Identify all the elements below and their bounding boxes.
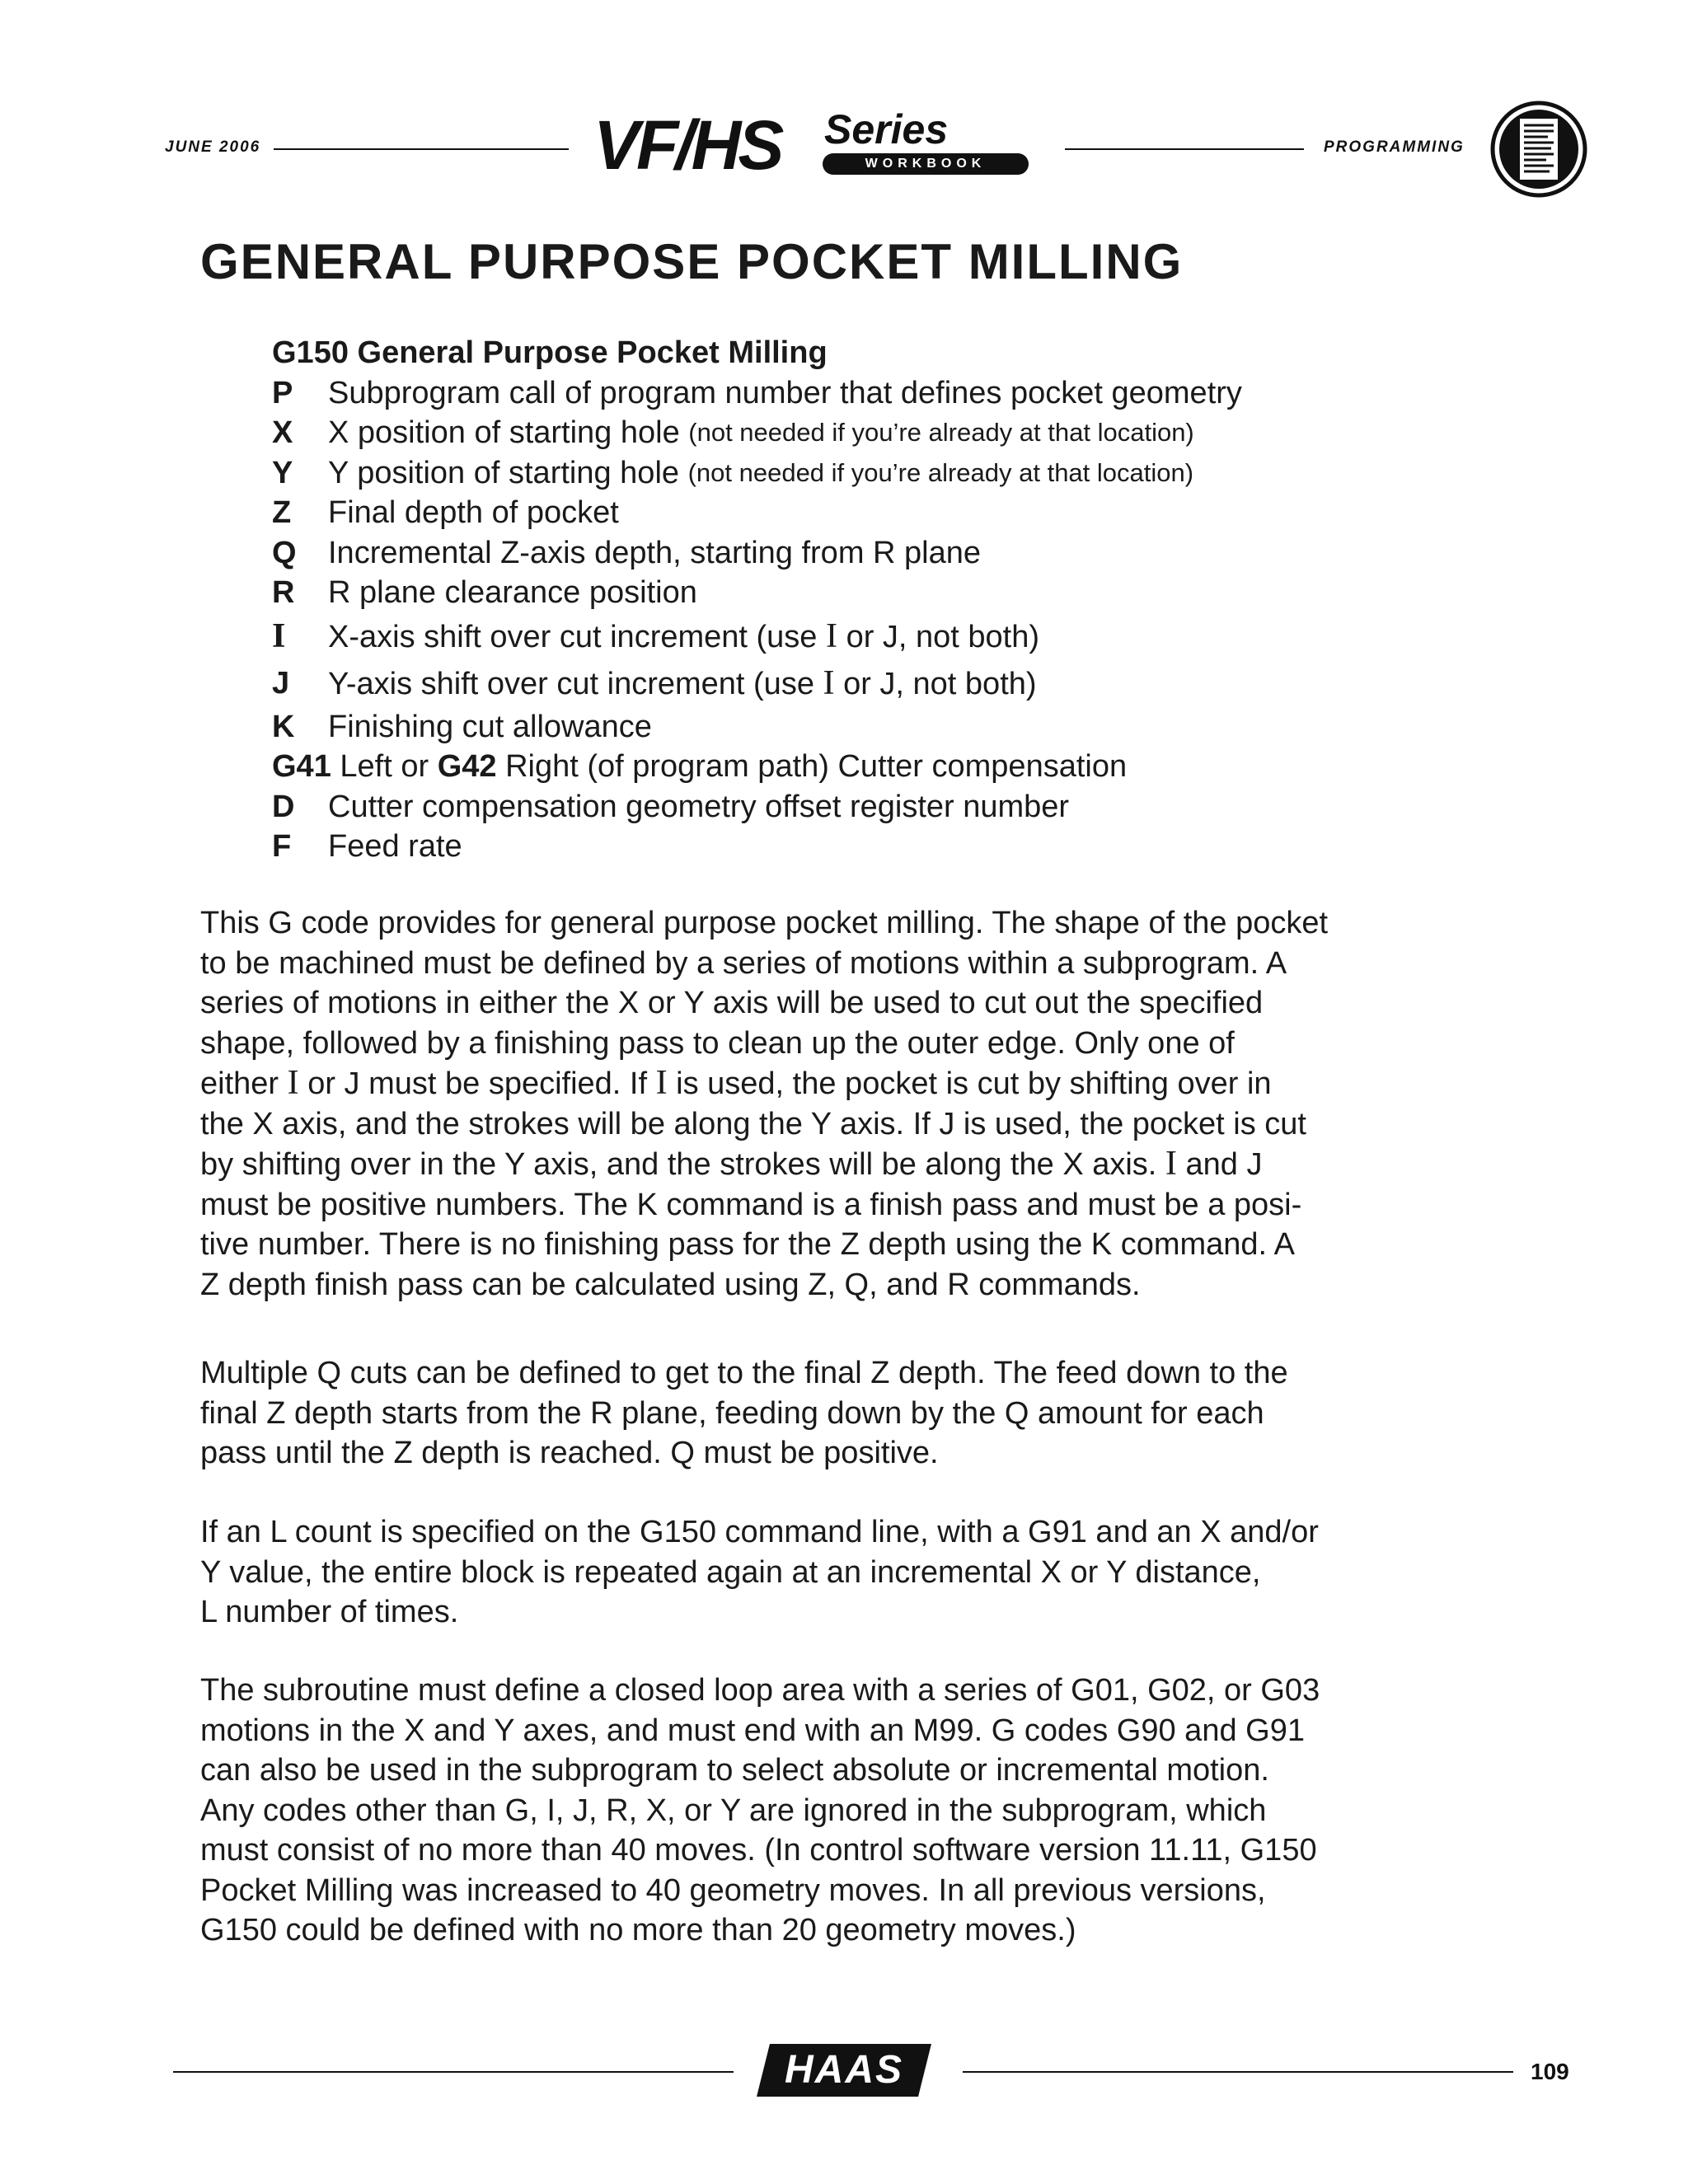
param-row-i <box>272 613 1591 660</box>
text-run: or J must be specified. If <box>307 1066 648 1101</box>
param-desc: Final depth of pocket <box>328 495 619 530</box>
text-line: tive number. There is no finishing pass for the Z depth using the K command. A <box>200 1227 1295 1262</box>
param-desc-i: I <box>823 663 835 702</box>
text-line: must consist of no more than 40 moves. (In control software version 11.11, G150 <box>200 1833 1317 1868</box>
text-line: must be positive numbers. The K command is a finish pass and must be a posi- <box>200 1187 1302 1222</box>
param-desc-post: or J, not both) <box>843 666 1037 701</box>
param-code: F <box>272 829 292 864</box>
text-line: can also be used in the subprogram to select absolute or incremental motion. <box>200 1753 1269 1788</box>
text-line: Pocket Milling was increased to 40 geometry moves. In all previous versions, <box>200 1872 1266 1908</box>
header-section: PROGRAMMING <box>1324 138 1465 156</box>
logo-series-text: Series <box>824 106 949 152</box>
header-rule-right <box>1065 148 1304 150</box>
param-desc: X position of starting hole <box>328 415 680 450</box>
param-row-j <box>272 660 1591 707</box>
param-desc-right: Right (of program path) Cutter compensation <box>505 749 1128 784</box>
param-row-x <box>272 413 1591 453</box>
paragraph-description <box>200 903 1519 1305</box>
parameter-list <box>272 333 1591 867</box>
logo-vfhs-text: VF/HS <box>593 106 781 184</box>
param-desc-left: Left or <box>340 749 429 784</box>
param-row-q <box>272 533 1591 574</box>
document-icon <box>1490 101 1587 198</box>
param-code: Z <box>272 495 292 530</box>
param-desc: Finishing cut allowance <box>328 709 652 744</box>
param-row-p <box>272 373 1591 414</box>
vf-hs-series-logo <box>593 105 1047 184</box>
param-code: Y <box>272 455 293 490</box>
param-code: I <box>272 616 286 655</box>
param-code: Q <box>272 535 297 570</box>
param-code: X <box>272 415 293 450</box>
header-date: JUNE 2006 <box>165 138 261 156</box>
param-row-g41-g42 <box>272 747 1591 787</box>
paragraph-q-cuts <box>200 1353 1519 1474</box>
text-line: Any codes other than G, I, J, R, X, or Y are ignored in the subprogram, which <box>200 1793 1267 1828</box>
text-run: either <box>200 1066 279 1101</box>
param-code: P <box>272 375 293 410</box>
param-row-z <box>272 493 1591 533</box>
param-note: (not needed if you’re already at that location) <box>688 418 1194 447</box>
param-desc: Feed rate <box>328 829 462 864</box>
text-run: and J <box>1185 1147 1263 1182</box>
param-code: D <box>272 789 295 824</box>
param-desc <box>328 613 1039 660</box>
logo-workbook-badge: WORKBOOK <box>823 153 1029 175</box>
text-line: Z depth finish pass can be calculated using Z, Q, and R commands. <box>200 1267 1141 1302</box>
text-run: by shifting over in the Y axis, and the strokes will be along the X axis. <box>200 1147 1157 1182</box>
param-row-d <box>272 787 1591 827</box>
text-run-i: I <box>287 1064 299 1102</box>
paragraph-subroutine <box>200 1671 1519 1951</box>
param-desc: Cutter compensation geometry offset register number <box>328 789 1070 824</box>
param-code: K <box>272 709 295 744</box>
paragraph-l-count <box>200 1512 1519 1633</box>
param-row-k <box>272 707 1591 748</box>
text-run-i: I <box>655 1064 668 1102</box>
param-desc: R plane clearance position <box>328 575 697 610</box>
header-rule-left <box>274 148 569 150</box>
text-line: series of motions in either the X or Y axis will be used to cut out the specified <box>200 986 1264 1020</box>
text-line: shape, followed by a finishing pass to clean up the outer edge. Only one of <box>200 1025 1235 1061</box>
page-title: GENERAL PURPOSE POCKET MILLING <box>200 234 1184 289</box>
footer-rule-right <box>963 2071 1513 2073</box>
param-desc-i: I <box>826 616 837 655</box>
param-desc: Incremental Z-axis depth, starting from R plane <box>328 535 982 570</box>
text-line: final Z depth starts from the R plane, feeding down by the Q amount for each <box>200 1395 1264 1431</box>
text-line: Y value, the entire block is repeated again at an incremental X or Y distance, <box>200 1554 1261 1590</box>
parameter-list-heading: G150 General Purpose Pocket Milling <box>272 335 828 370</box>
param-desc-pre: Y-axis shift over cut increment (use <box>328 666 814 701</box>
text-line: pass until the Z depth is reached. Q must be positive. <box>200 1436 939 1470</box>
page-number: 109 <box>1531 2059 1569 2084</box>
param-code-g41: G41 <box>272 749 331 784</box>
param-desc-pre: X-axis shift over cut increment (use <box>328 619 818 654</box>
param-note: (not needed if you’re already at that location) <box>687 457 1194 487</box>
text-line <box>200 1144 1519 1185</box>
text-line: The subroutine must define a closed loop area with a series of G01, G02, or G03 <box>200 1673 1320 1708</box>
haas-logo <box>757 2044 931 2097</box>
param-desc: Y position of starting hole <box>328 455 680 490</box>
param-code: J <box>272 665 290 701</box>
text-line: Multiple Q cuts can be defined to get to the final Z depth. The feed down to the <box>200 1356 1288 1390</box>
text-line <box>200 1063 1519 1104</box>
text-run: is used, the pocket is cut by shifting over in <box>676 1066 1272 1101</box>
text-line: the X axis, and the strokes will be along the Y axis. If J is used, the pocket is cut <box>200 1106 1306 1141</box>
text-line: motions in the X and Y axes, and must end with an M99. G codes G90 and G91 <box>200 1713 1305 1748</box>
haas-logo-text: HAAS <box>784 2048 903 2092</box>
param-row-f <box>272 827 1591 867</box>
text-line: This G code provides for general purpose pocket milling. The shape of the pocket <box>200 906 1329 940</box>
param-row-y <box>272 453 1591 494</box>
text-line: to be machined must be defined by a series of motions within a subprogram. A <box>200 945 1287 981</box>
footer-rule-left <box>173 2071 734 2073</box>
param-row-r <box>272 573 1591 613</box>
param-desc-post: or J, not both) <box>846 619 1040 654</box>
text-run-i: I <box>1165 1145 1177 1183</box>
text-line: L number of times. <box>200 1595 459 1629</box>
text-line: If an L count is specified on the G150 command line, with a G91 and an X and/or <box>200 1515 1319 1549</box>
param-code: R <box>272 575 295 610</box>
text-line: G150 could be defined with no more than 20 geometry moves.) <box>200 1913 1076 1947</box>
param-desc: Subprogram call of program number that defines pocket geometry <box>328 375 1242 410</box>
param-code-g42: G42 <box>437 749 497 784</box>
param-desc <box>328 660 1037 707</box>
